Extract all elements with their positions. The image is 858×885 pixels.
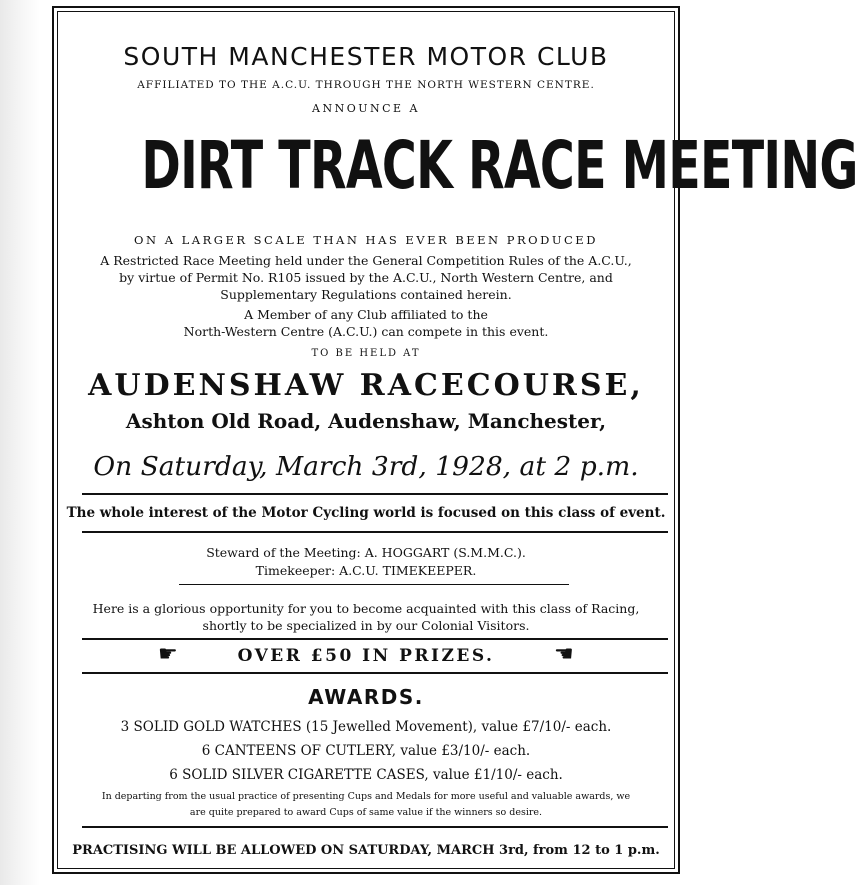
cups-line-2: are quite prepared to award Cups of same value if the winners so desire. xyxy=(189,807,543,818)
scale-line: ON A LARGER SCALE THAN HAS EVER BEEN PRODUCED xyxy=(134,233,598,247)
member-line-1: A Member of any Club affiliated to the xyxy=(244,307,488,322)
affiliation: AFFILIATED TO THE A.C.U. THROUGH THE NORTH WESTERN CENTRE. xyxy=(137,79,595,91)
cups-line-1: In departing from the usual practice of presenting Cups and Medals for more useful and valuable awards, we xyxy=(101,791,631,802)
venue: AUDENSHAW RACECOURSE, xyxy=(88,368,644,403)
divider-6 xyxy=(82,826,668,828)
pointing-hand-right-icon: ☛ xyxy=(158,642,178,667)
rules-line-1: A Restricted Race Meeting held under the General Competition Rules of the A.C.U., xyxy=(100,253,632,268)
poster-frame xyxy=(52,6,858,874)
prizes: OVER £50 IN PRIZES. xyxy=(237,646,495,666)
address: Ashton Old Road, Audenshaw, Manchester, xyxy=(125,409,607,433)
paper-edge xyxy=(0,0,40,885)
awards-title: AWARDS. xyxy=(308,685,424,709)
rules-line-3: Supplementary Regulations contained herein. xyxy=(220,287,512,302)
steward: Steward of the Meeting: A. HOGGART (S.M.M.C.). xyxy=(206,545,526,560)
award-1: 3 SOLID GOLD WATCHES (15 Jewelled Movement), value £7/10/- each. xyxy=(120,719,612,735)
practising-line: PRACTISING WILL BE ALLOWED ON SATURDAY, MARCH 3rd, from 12 to 1 p.m. xyxy=(72,843,660,858)
opportunity-line-2: shortly to be specialized in by our Colonial Visitors. xyxy=(202,618,530,633)
announce: ANNOUNCE A xyxy=(312,102,420,115)
to-be-held: TO BE HELD AT xyxy=(311,348,421,359)
timekeeper: Timekeeper: A.C.U. TIMEKEEPER. xyxy=(255,563,477,578)
pointing-hand-left-icon: ☚ xyxy=(554,642,574,667)
divider-5 xyxy=(82,672,668,674)
club-name: SOUTH MANCHESTER MOTOR CLUB xyxy=(123,42,609,71)
divider-3 xyxy=(179,584,569,585)
member-line-2: North-Western Centre (A.C.U.) can compete in this event. xyxy=(183,324,549,339)
award-2: 6 CANTEENS OF CUTLERY, value £3/10/- each. xyxy=(201,743,531,759)
divider-2 xyxy=(82,531,668,533)
interest-line: The whole interest of the Motor Cycling world is focused on this class of event. xyxy=(66,505,666,521)
award-3: 6 SOLID SILVER CIGARETTE CASES, value £1/10/- each. xyxy=(169,767,563,783)
event-date: On Saturday, March 3rd, 1928, at 2 p.m. xyxy=(93,451,639,482)
opportunity-line-1: Here is a glorious opportunity for you to become acquainted with this class of Racing, xyxy=(92,601,640,616)
divider-1 xyxy=(82,493,668,495)
headline: DIRT TRACK RACE MEETING xyxy=(141,127,858,204)
divider-4 xyxy=(82,638,668,640)
rules-line-2: by virtue of Permit No. R105 issued by the A.C.U., North Western Centre, and xyxy=(119,270,613,285)
